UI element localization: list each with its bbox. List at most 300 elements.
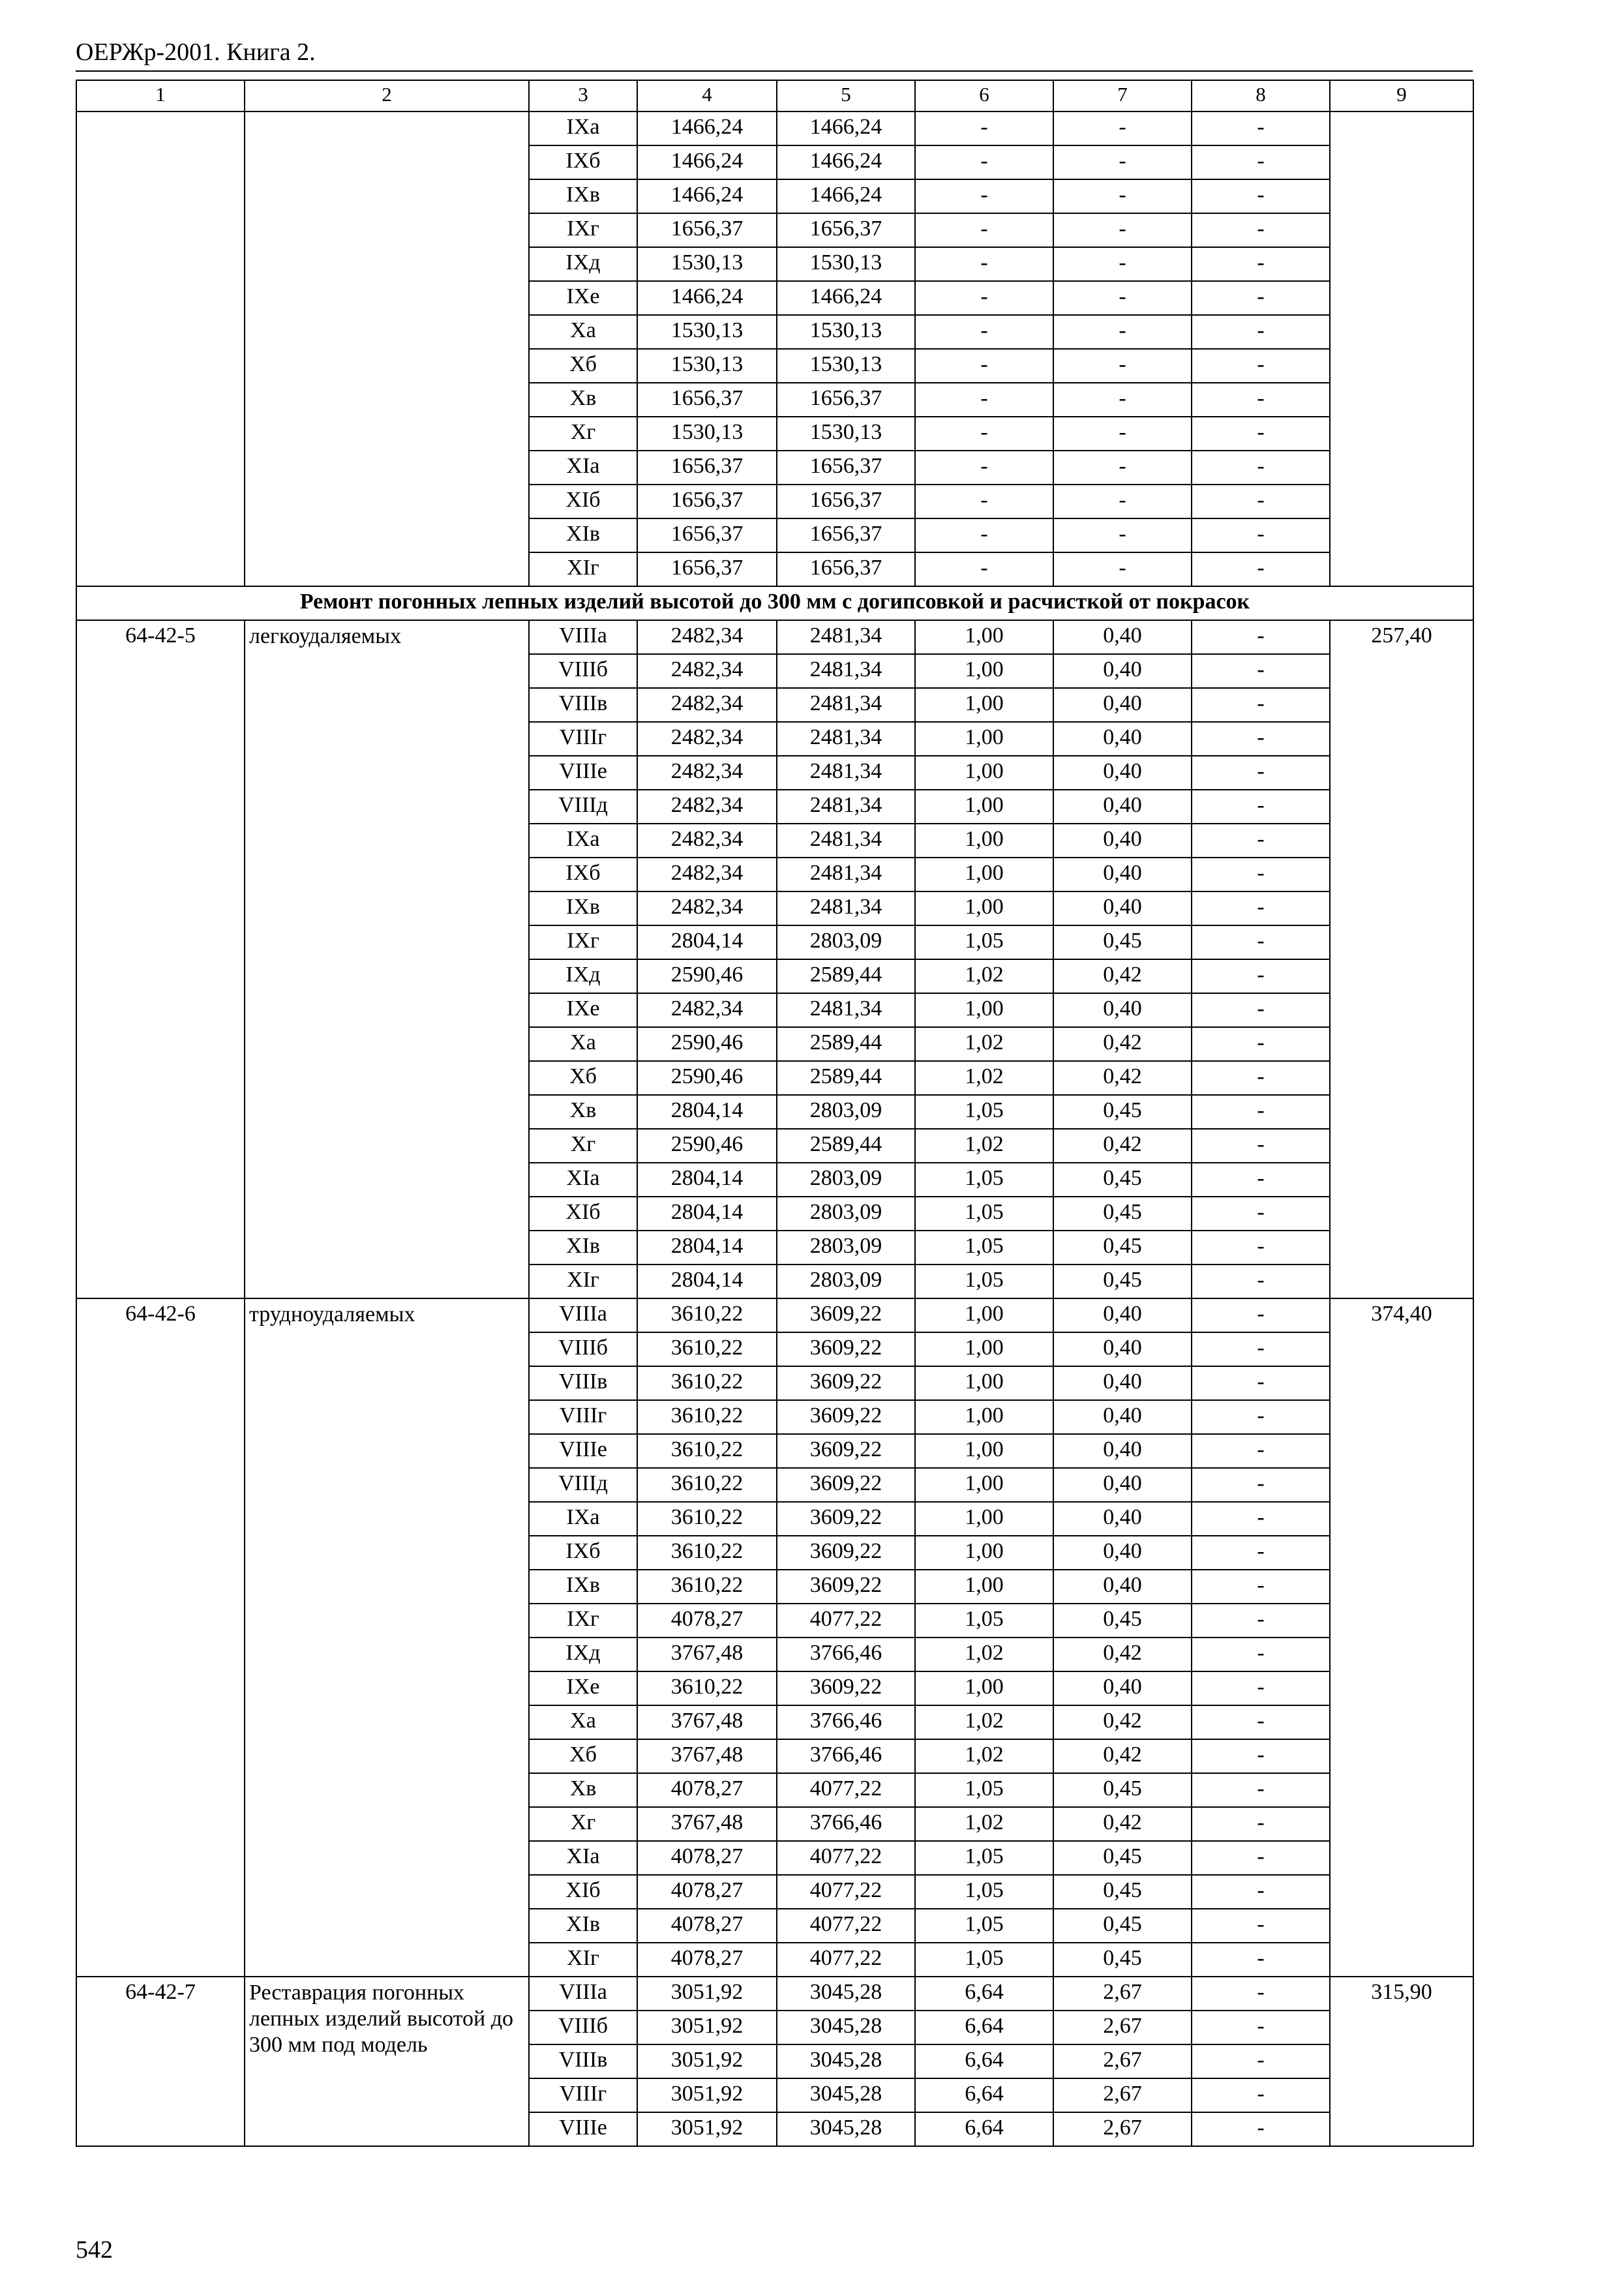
- table-cell: 2804,14: [637, 1231, 777, 1264]
- table-cell: 0,40: [1053, 756, 1192, 790]
- column-number-cell: 2: [245, 80, 529, 112]
- table-cell: XIв: [529, 518, 637, 552]
- table-cell: -: [1053, 145, 1192, 179]
- table-cell: Xг: [529, 1129, 637, 1163]
- table-cell: -: [1192, 247, 1330, 281]
- total-cell-empty: [1330, 112, 1473, 586]
- table-cell: 2481,34: [777, 620, 915, 654]
- table-cell: -: [915, 315, 1053, 349]
- table-cell: 3610,22: [637, 1434, 777, 1468]
- table-cell: 1656,37: [637, 552, 777, 586]
- table-cell: 4078,27: [637, 1943, 777, 1977]
- table-cell: 1,02: [915, 1807, 1053, 1841]
- code-cell-empty: [76, 112, 245, 586]
- table-cell: 2481,34: [777, 858, 915, 891]
- table-cell: -: [1192, 1739, 1330, 1773]
- table-cell: -: [1192, 858, 1330, 891]
- table-cell: 3610,22: [637, 1298, 777, 1332]
- table-row: [76, 1298, 1473, 1332]
- table-cell: 2481,34: [777, 756, 915, 790]
- table-cell: 1530,13: [777, 417, 915, 451]
- table-cell: Xб: [529, 1061, 637, 1095]
- table-cell: 6,64: [915, 1977, 1053, 2011]
- table-cell: VIIIа: [529, 620, 637, 654]
- table-cell: 1,00: [915, 1366, 1053, 1400]
- table-cell: IXд: [529, 247, 637, 281]
- table-cell: XIв: [529, 1231, 637, 1264]
- table-cell: 2589,44: [777, 1027, 915, 1061]
- table-cell: 1,00: [915, 1298, 1053, 1332]
- table-cell: 1530,13: [777, 247, 915, 281]
- table-cell: 1,05: [915, 1231, 1053, 1264]
- table-cell: 1,00: [915, 688, 1053, 722]
- table-cell: 1530,13: [637, 247, 777, 281]
- table-cell: 1,00: [915, 1468, 1053, 1502]
- table-cell: IXв: [529, 179, 637, 213]
- section-heading-row: [76, 586, 1473, 620]
- table-cell: 2482,34: [637, 654, 777, 688]
- table-cell: 1,00: [915, 790, 1053, 824]
- table-cell: 4077,22: [777, 1875, 915, 1909]
- table-cell: -: [1192, 518, 1330, 552]
- table-cell: 1,02: [915, 1027, 1053, 1061]
- table-cell: VIIIг: [529, 1400, 637, 1434]
- norm-code: 64-42-5: [76, 620, 245, 1298]
- table-cell: 1656,37: [777, 213, 915, 247]
- table-cell: 1,00: [915, 993, 1053, 1027]
- table-cell: -: [1192, 1807, 1330, 1841]
- table-cell: 1466,24: [637, 145, 777, 179]
- table-cell: -: [915, 518, 1053, 552]
- table-cell: 2482,34: [637, 993, 777, 1027]
- table-cell: 1656,37: [637, 383, 777, 417]
- table-cell: -: [1192, 722, 1330, 756]
- table-cell: -: [1192, 688, 1330, 722]
- table-cell: 1530,13: [777, 315, 915, 349]
- table-cell: 2,67: [1053, 2112, 1192, 2146]
- table-cell: 3610,22: [637, 1536, 777, 1570]
- table-cell: -: [1192, 654, 1330, 688]
- table-cell: 3051,92: [637, 2112, 777, 2146]
- table-cell: 6,64: [915, 2044, 1053, 2078]
- table-cell: 3610,22: [637, 1570, 777, 1604]
- table-cell: 1,05: [915, 1773, 1053, 1807]
- table-cell: -: [1053, 349, 1192, 383]
- table-cell: IXе: [529, 1671, 637, 1705]
- table-cell: 0,40: [1053, 858, 1192, 891]
- table-cell: 0,45: [1053, 1264, 1192, 1298]
- table-cell: 4077,22: [777, 1943, 915, 1977]
- table-cell: IXе: [529, 281, 637, 315]
- table-cell: 3766,46: [777, 1638, 915, 1671]
- table-row: [76, 620, 1473, 654]
- table-cell: IXа: [529, 112, 637, 145]
- table-cell: 1656,37: [637, 451, 777, 485]
- table-cell: -: [1192, 485, 1330, 518]
- table-cell: 4077,22: [777, 1773, 915, 1807]
- table-cell: VIIIд: [529, 790, 637, 824]
- table-cell: -: [1192, 1943, 1330, 1977]
- table-cell: Xв: [529, 1095, 637, 1129]
- norm-name: трудноудаляемых: [245, 1298, 529, 1977]
- table-cell: Xв: [529, 383, 637, 417]
- table-cell: XIа: [529, 451, 637, 485]
- table-cell: -: [915, 349, 1053, 383]
- column-number-cell: 8: [1192, 80, 1330, 112]
- table-cell: -: [1192, 315, 1330, 349]
- table-cell: 1,05: [915, 1264, 1053, 1298]
- table-cell: -: [915, 179, 1053, 213]
- table-cell: 0,40: [1053, 688, 1192, 722]
- table-cell: -: [915, 281, 1053, 315]
- table-cell: -: [1192, 1909, 1330, 1943]
- table-cell: IXв: [529, 1570, 637, 1604]
- table-row: [76, 112, 1473, 145]
- table-cell: 1466,24: [777, 145, 915, 179]
- table-cell: 1466,24: [637, 281, 777, 315]
- table-cell: 2,67: [1053, 1977, 1192, 2011]
- table-cell: 3610,22: [637, 1366, 777, 1400]
- table-cell: 0,45: [1053, 1197, 1192, 1231]
- table-cell: -: [1192, 1163, 1330, 1197]
- table-cell: XIб: [529, 485, 637, 518]
- table-cell: -: [1192, 1841, 1330, 1875]
- table-cell: 0,42: [1053, 1061, 1192, 1095]
- column-number-row: [76, 80, 1473, 112]
- table-cell: 2590,46: [637, 1129, 777, 1163]
- table-cell: 0,40: [1053, 1570, 1192, 1604]
- table-cell: 2482,34: [637, 858, 777, 891]
- table-cell: 2590,46: [637, 1061, 777, 1095]
- table-cell: 1,05: [915, 1095, 1053, 1129]
- table-cell: 2804,14: [637, 1163, 777, 1197]
- table-cell: -: [1192, 145, 1330, 179]
- table-cell: IXг: [529, 213, 637, 247]
- table-cell: 2804,14: [637, 1197, 777, 1231]
- table-cell: -: [1192, 2078, 1330, 2112]
- table-cell: 1,02: [915, 1638, 1053, 1671]
- table-cell: 3767,48: [637, 1638, 777, 1671]
- table-cell: 0,45: [1053, 1231, 1192, 1264]
- table-cell: 3610,22: [637, 1400, 777, 1434]
- table-cell: 1,05: [915, 1841, 1053, 1875]
- table-cell: -: [1192, 383, 1330, 417]
- table-cell: 1,00: [915, 620, 1053, 654]
- table-cell: 1656,37: [637, 213, 777, 247]
- table-cell: -: [1192, 1061, 1330, 1095]
- table-cell: -: [1053, 179, 1192, 213]
- table-cell: -: [1192, 179, 1330, 213]
- table-cell: 1656,37: [637, 485, 777, 518]
- table-cell: 3051,92: [637, 2044, 777, 2078]
- table-cell: IXг: [529, 1604, 637, 1638]
- table-cell: 3609,22: [777, 1298, 915, 1332]
- table-cell: 1466,24: [777, 179, 915, 213]
- table-cell: 2804,14: [637, 925, 777, 959]
- table-cell: -: [1053, 281, 1192, 315]
- table-cell: 3045,28: [777, 1977, 915, 2011]
- table-cell: 0,40: [1053, 1332, 1192, 1366]
- table-cell: -: [1192, 1027, 1330, 1061]
- table-cell: -: [1192, 1638, 1330, 1671]
- table-cell: Xа: [529, 1705, 637, 1739]
- table-cell: 1,00: [915, 1536, 1053, 1570]
- table-cell: 4078,27: [637, 1841, 777, 1875]
- table-cell: 0,40: [1053, 1400, 1192, 1434]
- table-cell: 0,42: [1053, 1739, 1192, 1773]
- table-cell: -: [1053, 213, 1192, 247]
- table-cell: -: [1192, 925, 1330, 959]
- table-cell: 1466,24: [777, 281, 915, 315]
- table-cell: IXб: [529, 858, 637, 891]
- table-cell: 6,64: [915, 2112, 1053, 2146]
- table-cell: -: [1192, 281, 1330, 315]
- table-cell: -: [1192, 1197, 1330, 1231]
- table-cell: 1,00: [915, 722, 1053, 756]
- table-cell: -: [1192, 213, 1330, 247]
- table-cell: 2,67: [1053, 2044, 1192, 2078]
- table-cell: -: [915, 451, 1053, 485]
- table-cell: 2482,34: [637, 620, 777, 654]
- table-cell: 2481,34: [777, 824, 915, 858]
- norm-code: 64-42-6: [76, 1298, 245, 1977]
- table-cell: 4078,27: [637, 1773, 777, 1807]
- table-cell: -: [1192, 1095, 1330, 1129]
- table-cell: VIIIб: [529, 654, 637, 688]
- column-number-cell: 3: [529, 80, 637, 112]
- section-heading: Ремонт погонных лепных изделий высотой до 300 мм с догипсовкой и расчисткой от покрасок: [76, 586, 1473, 620]
- table-cell: 3609,22: [777, 1570, 915, 1604]
- table-cell: 0,45: [1053, 1875, 1192, 1909]
- table-cell: 0,45: [1053, 925, 1192, 959]
- table-cell: 0,40: [1053, 1502, 1192, 1536]
- norms-table: [76, 80, 1474, 2147]
- table-cell: 1,00: [915, 1502, 1053, 1536]
- table-cell: 0,42: [1053, 959, 1192, 993]
- table-cell: 3767,48: [637, 1739, 777, 1773]
- table-cell: 3766,46: [777, 1807, 915, 1841]
- table-cell: 1656,37: [777, 485, 915, 518]
- table-cell: 0,42: [1053, 1027, 1192, 1061]
- table-cell: 1,05: [915, 1604, 1053, 1638]
- table-cell: 2482,34: [637, 722, 777, 756]
- table-cell: 3767,48: [637, 1807, 777, 1841]
- table-cell: 2482,34: [637, 688, 777, 722]
- table-cell: -: [1192, 349, 1330, 383]
- table-cell: -: [1192, 993, 1330, 1027]
- table-cell: 1,02: [915, 1061, 1053, 1095]
- table-cell: 1,00: [915, 654, 1053, 688]
- norm-total: 257,40: [1330, 620, 1473, 1298]
- table-cell: 4078,27: [637, 1875, 777, 1909]
- table-cell: XIа: [529, 1841, 637, 1875]
- header-rule: [76, 70, 1473, 72]
- table-cell: 2482,34: [637, 790, 777, 824]
- table-cell: 2482,34: [637, 824, 777, 858]
- table-cell: Xв: [529, 1773, 637, 1807]
- table-cell: 0,40: [1053, 1298, 1192, 1332]
- table-cell: 1,02: [915, 959, 1053, 993]
- table-cell: -: [1053, 315, 1192, 349]
- table-cell: 2482,34: [637, 891, 777, 925]
- table-cell: -: [1192, 1705, 1330, 1739]
- table-cell: 0,42: [1053, 1705, 1192, 1739]
- table-cell: XIб: [529, 1197, 637, 1231]
- table-cell: -: [1192, 417, 1330, 451]
- table-cell: 1656,37: [777, 552, 915, 586]
- table-cell: -: [1192, 2011, 1330, 2044]
- table-cell: -: [915, 485, 1053, 518]
- table-cell: 1466,24: [637, 179, 777, 213]
- table-cell: 0,40: [1053, 1434, 1192, 1468]
- table-cell: IXб: [529, 145, 637, 179]
- table-cell: VIIIв: [529, 688, 637, 722]
- table-cell: 2590,46: [637, 1027, 777, 1061]
- table-cell: 3045,28: [777, 2011, 915, 2044]
- table-cell: 3045,28: [777, 2078, 915, 2112]
- table-cell: IXе: [529, 993, 637, 1027]
- table-cell: VIIIе: [529, 2112, 637, 2146]
- table-cell: VIIIе: [529, 1434, 637, 1468]
- table-cell: VIIIд: [529, 1468, 637, 1502]
- table-cell: 0,40: [1053, 993, 1192, 1027]
- table-cell: -: [1192, 1502, 1330, 1536]
- table-row: [76, 1977, 1473, 2011]
- table-cell: IXг: [529, 925, 637, 959]
- table-cell: -: [1053, 417, 1192, 451]
- table-cell: -: [1192, 1977, 1330, 2011]
- table-cell: 3609,22: [777, 1468, 915, 1502]
- norm-name: Реставрация погонных лепных изделий высотой до 300 мм под модель: [245, 1977, 529, 2146]
- table-cell: VIIIа: [529, 1298, 637, 1332]
- table-cell: XIг: [529, 552, 637, 586]
- table-cell: 1,05: [915, 1943, 1053, 1977]
- table-cell: 0,40: [1053, 824, 1192, 858]
- table-cell: IXв: [529, 891, 637, 925]
- table-cell: 2804,14: [637, 1264, 777, 1298]
- table-cell: 1,00: [915, 824, 1053, 858]
- norm-total: 374,40: [1330, 1298, 1473, 1977]
- table-cell: 3045,28: [777, 2112, 915, 2146]
- table-cell: 4078,27: [637, 1909, 777, 1943]
- table-cell: -: [1192, 451, 1330, 485]
- name-cell-empty: [245, 112, 529, 586]
- table-cell: 1656,37: [777, 383, 915, 417]
- table-cell: 2803,09: [777, 1095, 915, 1129]
- table-cell: VIIIг: [529, 722, 637, 756]
- table-cell: 1530,13: [637, 315, 777, 349]
- table-cell: 2,67: [1053, 2011, 1192, 2044]
- table-cell: 0,42: [1053, 1638, 1192, 1671]
- table-cell: 1,02: [915, 1129, 1053, 1163]
- table-cell: 1,00: [915, 1671, 1053, 1705]
- table-cell: 3045,28: [777, 2044, 915, 2078]
- table-cell: 3610,22: [637, 1502, 777, 1536]
- table-cell: -: [1053, 247, 1192, 281]
- table-cell: 4077,22: [777, 1909, 915, 1943]
- table-cell: 0,40: [1053, 1671, 1192, 1705]
- norm-name: легкоудаляемых: [245, 620, 529, 1298]
- table-cell: 3609,22: [777, 1400, 915, 1434]
- table-cell: XIг: [529, 1943, 637, 1977]
- table-cell: -: [1192, 790, 1330, 824]
- table-cell: -: [915, 145, 1053, 179]
- table-cell: 0,40: [1053, 620, 1192, 654]
- table-cell: Xг: [529, 417, 637, 451]
- table-cell: 1,00: [915, 756, 1053, 790]
- table-cell: -: [1192, 1875, 1330, 1909]
- table-cell: 1530,13: [637, 349, 777, 383]
- norm-code: 64-42-7: [76, 1977, 245, 2146]
- table-cell: -: [1053, 451, 1192, 485]
- table-cell: 1530,13: [637, 417, 777, 451]
- table-cell: 2803,09: [777, 1264, 915, 1298]
- table-cell: -: [1192, 1604, 1330, 1638]
- table-cell: -: [1192, 1570, 1330, 1604]
- column-number-cell: 5: [777, 80, 915, 112]
- table-cell: -: [1053, 552, 1192, 586]
- table-cell: Xа: [529, 1027, 637, 1061]
- table-cell: 3767,48: [637, 1705, 777, 1739]
- table-cell: -: [1192, 1332, 1330, 1366]
- table-cell: -: [1192, 1129, 1330, 1163]
- table-cell: 3609,22: [777, 1536, 915, 1570]
- table-cell: 1656,37: [777, 518, 915, 552]
- table-cell: 0,45: [1053, 1095, 1192, 1129]
- table-cell: -: [1192, 1671, 1330, 1705]
- table-cell: 2481,34: [777, 790, 915, 824]
- table-cell: -: [1192, 1773, 1330, 1807]
- table-cell: 3609,22: [777, 1366, 915, 1400]
- table-cell: -: [1192, 1468, 1330, 1502]
- table-cell: 1,00: [915, 891, 1053, 925]
- column-number-cell: 6: [915, 80, 1053, 112]
- table-cell: XIа: [529, 1163, 637, 1197]
- table-cell: -: [1192, 824, 1330, 858]
- table-cell: -: [1053, 112, 1192, 145]
- table-cell: 2481,34: [777, 722, 915, 756]
- table-cell: -: [915, 112, 1053, 145]
- table-cell: 0,42: [1053, 1807, 1192, 1841]
- table-cell: IXд: [529, 1638, 637, 1671]
- table-cell: 2482,34: [637, 756, 777, 790]
- table-cell: 1,00: [915, 1434, 1053, 1468]
- table-cell: 4077,22: [777, 1841, 915, 1875]
- table-cell: 2589,44: [777, 1129, 915, 1163]
- table-cell: 1,02: [915, 1739, 1053, 1773]
- table-cell: 6,64: [915, 2078, 1053, 2112]
- table-cell: XIв: [529, 1909, 637, 1943]
- table-cell: -: [915, 417, 1053, 451]
- table-cell: 1,00: [915, 1332, 1053, 1366]
- table-cell: VIIIв: [529, 1366, 637, 1400]
- table-cell: 0,40: [1053, 654, 1192, 688]
- table-cell: 3051,92: [637, 2078, 777, 2112]
- table-cell: 2589,44: [777, 959, 915, 993]
- table-cell: XIг: [529, 1264, 637, 1298]
- table-cell: 1,05: [915, 1909, 1053, 1943]
- table-cell: 2,67: [1053, 2078, 1192, 2112]
- table-cell: 3609,22: [777, 1434, 915, 1468]
- table-cell: 0,45: [1053, 1604, 1192, 1638]
- table-cell: 2481,34: [777, 891, 915, 925]
- table-cell: 0,45: [1053, 1943, 1192, 1977]
- table-cell: -: [915, 552, 1053, 586]
- table-cell: -: [1192, 112, 1330, 145]
- table-cell: 1656,37: [777, 451, 915, 485]
- table-cell: -: [1192, 1264, 1330, 1298]
- table-cell: IXа: [529, 824, 637, 858]
